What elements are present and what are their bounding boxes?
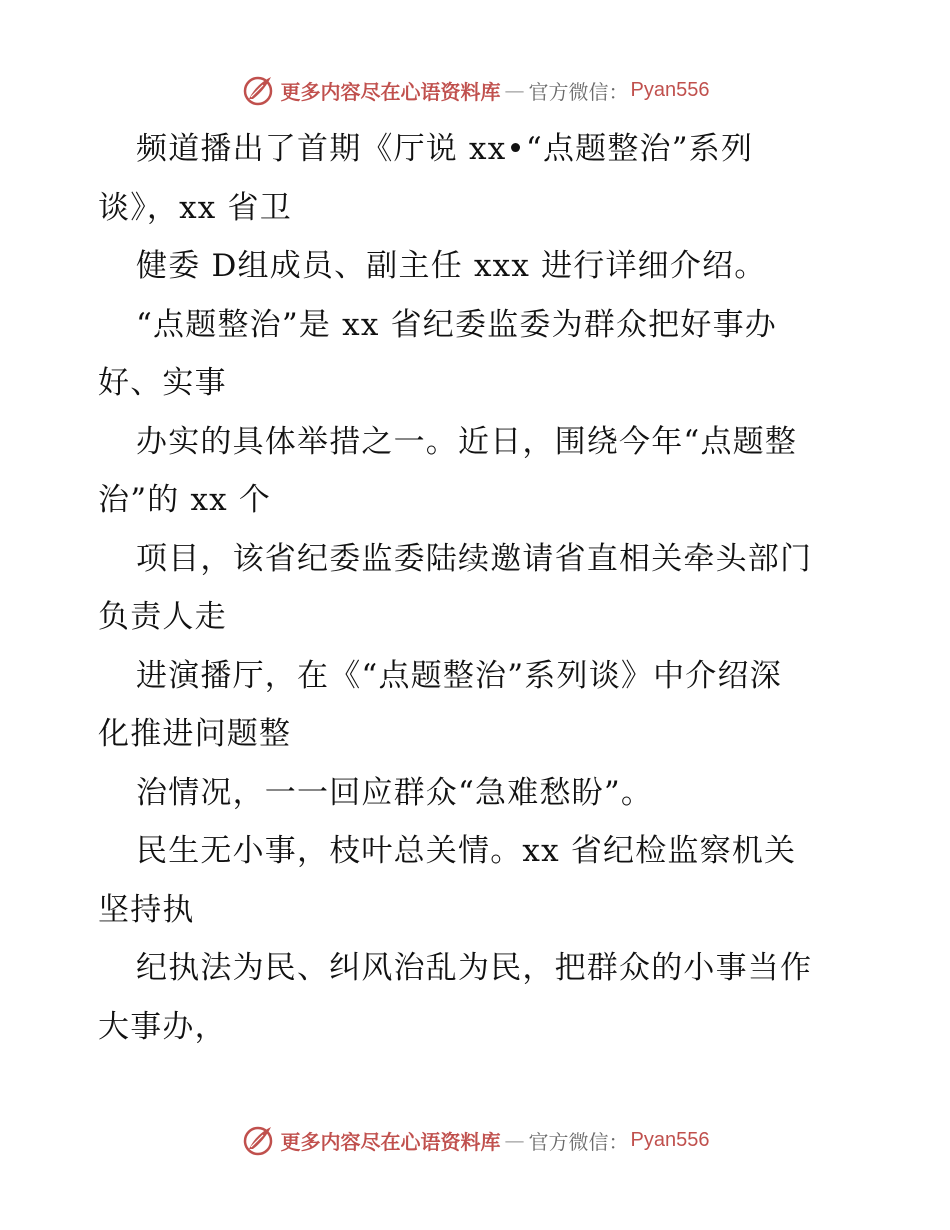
footer-banner: [0, 1120, 950, 1160]
document-body: [98, 120, 858, 1056]
text-line: 民生无小事，枝叶总关情。xx 省纪检监察机关: [136, 833, 797, 869]
header-banner: [0, 70, 950, 110]
text-line: 进演播厅，在《“点题整治”系列谈》中介绍深: [136, 657, 782, 694]
text-line: 纪执法为民、纠风治乱为民，把群众的小事当作: [136, 950, 813, 986]
banner-separator: —: [504, 78, 525, 102]
banner-wechat-id: Pyan556: [630, 78, 710, 101]
text-line: 治”的 xx 个: [98, 482, 272, 518]
text-line: 谈》，xx 省卫: [98, 189, 292, 226]
text-line: 健委 D组成员、副主任 xxx 进行详细介绍。: [136, 248, 767, 284]
feather-pen-logo-icon: [241, 73, 275, 107]
text-line: 频道播出了首期《厅说 xx•“点题整治”系列: [136, 131, 754, 167]
banner-text: [281, 76, 710, 105]
banner-site-name: 更多内容尽在心语资料库: [280, 1129, 501, 1154]
text-line: 治情况，一一回应群众“急难愁盼”。: [136, 774, 654, 811]
text-line: 办实的具体举措之一。近日，围绕今年“点题整: [136, 423, 798, 460]
text-line: 坚持执: [98, 891, 195, 928]
banner-site-name: 更多内容尽在心语资料库: [280, 79, 501, 104]
text-line: 好、实事: [98, 365, 227, 401]
banner-wechat-label: 官方微信：: [528, 79, 629, 104]
banner-wechat-id: Pyan556: [630, 1128, 710, 1151]
text-line: 项目，该省纪委监委陆续邀请省直相关牵头部门: [136, 540, 813, 577]
banner-separator: —: [504, 1128, 525, 1152]
banner-wechat-label: 官方微信：: [528, 1129, 629, 1154]
feather-pen-logo-icon: [241, 1123, 275, 1157]
text-line: 大事办，: [98, 1008, 227, 1045]
text-line: “点题整治”是 xx 省纪委监委为群众把好事办: [136, 306, 777, 343]
banner-text: [281, 1126, 710, 1155]
text-line: 负责人走: [98, 599, 227, 635]
text-line: 化推进问题整: [98, 716, 292, 752]
